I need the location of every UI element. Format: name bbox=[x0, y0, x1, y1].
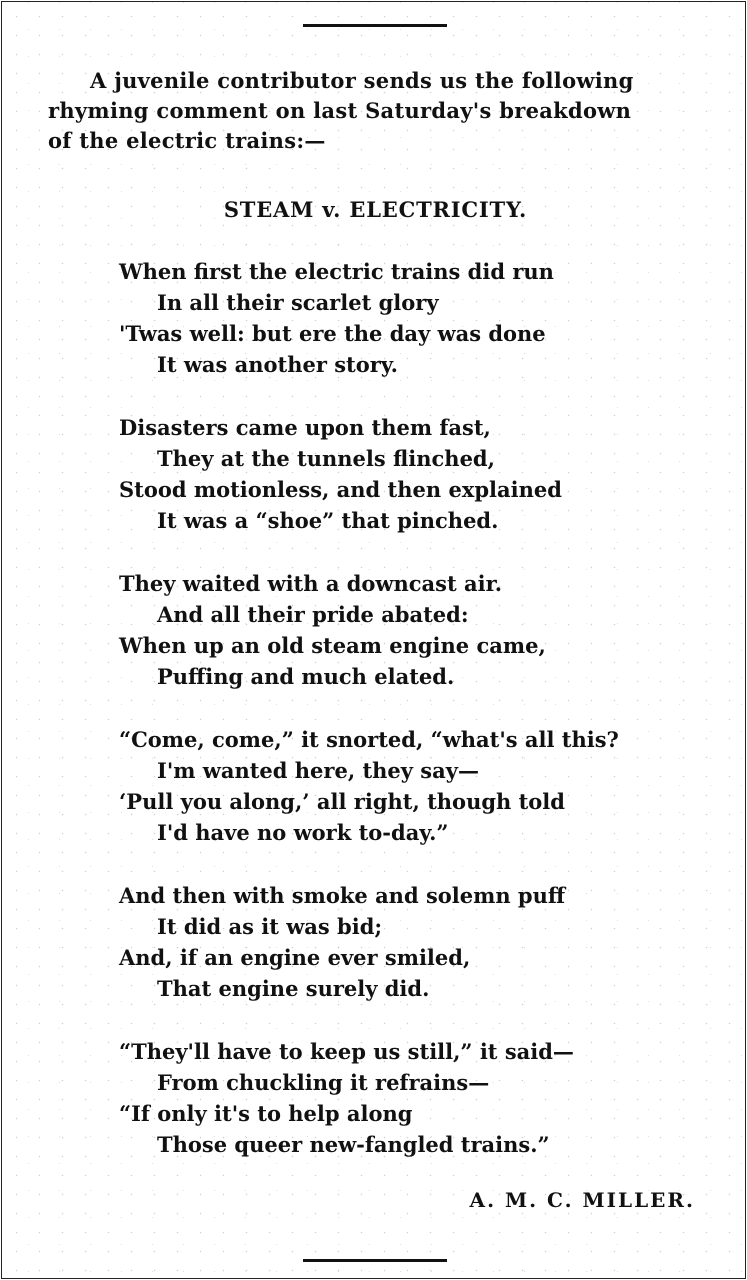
top-divider-rule bbox=[303, 24, 447, 27]
poem-verse: From chuckling it refrains— bbox=[157, 1070, 490, 1095]
poem-verse: Stood motionless, and then explained bbox=[119, 477, 562, 502]
poem-body bbox=[119, 256, 729, 1160]
poem-verse: “If only it's to help along bbox=[119, 1101, 413, 1126]
intro-line: of the electric trains:— bbox=[48, 128, 326, 153]
poem-verse: That engine surely did. bbox=[157, 976, 430, 1001]
poem-verse: In all their scarlet glory bbox=[157, 290, 439, 315]
poem-stanza-4 bbox=[119, 724, 729, 848]
intro-paragraph bbox=[48, 66, 728, 156]
poem-verse: They waited with a downcast air. bbox=[119, 571, 503, 596]
poem-verse: I'm wanted here, they say— bbox=[157, 758, 479, 783]
poem-verse: It was a “shoe” that pinched. bbox=[157, 508, 499, 533]
bottom-divider-rule bbox=[303, 1259, 447, 1262]
poem-verse: They at the tunnels flinched, bbox=[157, 446, 495, 471]
newspaper-clipping bbox=[1, 1, 746, 1279]
poem-stanza-6 bbox=[119, 1036, 729, 1160]
poem-verse: It did as it was bid; bbox=[157, 914, 383, 939]
poem-verse: I'd have no work to-day.” bbox=[157, 820, 449, 845]
poem-verse: It was another story. bbox=[157, 352, 398, 377]
poem-verse: 'Twas well: but ere the day was done bbox=[119, 321, 546, 346]
poem-stanza-5 bbox=[119, 880, 729, 1004]
author-signature: A. M. C. MILLER. bbox=[469, 1188, 695, 1212]
poem-stanza-2 bbox=[119, 412, 729, 536]
poem-verse: When first the electric trains did run bbox=[119, 259, 554, 284]
poem-verse: And all their pride abated: bbox=[157, 602, 469, 627]
poem-verse: When up an old steam engine came, bbox=[119, 633, 546, 658]
poem-verse: And then with smoke and solemn puff bbox=[119, 883, 566, 908]
poem-stanza-1 bbox=[119, 256, 729, 380]
poem-stanza-3 bbox=[119, 568, 729, 692]
poem-title: STEAM v. ELECTRICITY. bbox=[223, 197, 528, 222]
poem-verse: “They'll have to keep us still,” it said— bbox=[119, 1039, 574, 1064]
intro-line: A juvenile contributor sends us the following bbox=[90, 68, 634, 93]
poem-verse: Disasters came upon them fast, bbox=[119, 415, 491, 440]
poem-verse: “Come, come,” it snorted, “what's all this? bbox=[119, 727, 619, 752]
poem-verse: ‘Pull you along,’ all right, though told bbox=[119, 789, 565, 814]
intro-line: rhyming comment on last Saturday's breakdown bbox=[48, 98, 632, 123]
poem-verse: And, if an engine ever smiled, bbox=[119, 945, 471, 970]
poem-verse: Those queer new-fangled trains.” bbox=[157, 1132, 550, 1157]
poem-verse: Puffing and much elated. bbox=[157, 664, 455, 689]
